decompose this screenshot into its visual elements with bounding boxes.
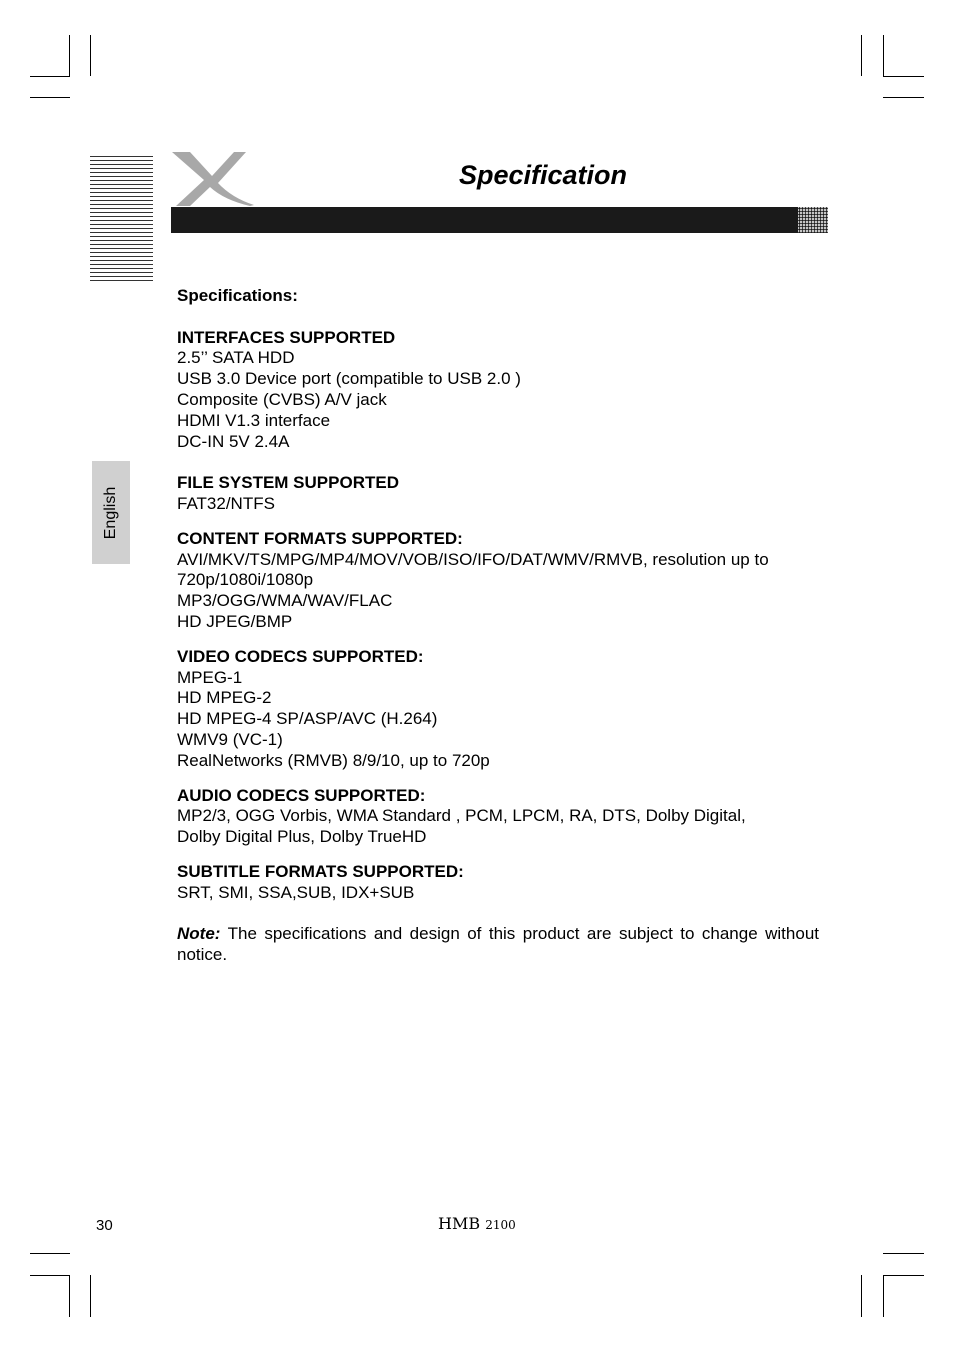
header-bar (171, 207, 798, 233)
spec-line: HD MPEG-4 SP/ASP/AVC (H.264) (177, 709, 438, 729)
model-name (438, 1214, 516, 1233)
crop-mark (69, 1275, 70, 1317)
spec-intro: Specifications: (177, 286, 298, 305)
note-label: Note: (177, 924, 221, 944)
header-bar-dots (798, 207, 828, 233)
note-text: The specifications and design of this product are subject to change without notice. (177, 924, 819, 965)
model-name-text: HMB (438, 1214, 481, 1233)
note-paragraph (177, 924, 819, 966)
crop-mark (30, 97, 70, 98)
section-title: FILE SYSTEM SUPPORTED (177, 473, 399, 493)
language-tab-label: English (102, 486, 119, 539)
spec-line: DC-IN 5V 2.4A (177, 431, 290, 451)
section-title: CONTENT FORMATS SUPPORTED: (177, 528, 463, 548)
section-title: VIDEO CODECS SUPPORTED: (177, 646, 424, 666)
spec-line: HD MPEG-2 (177, 688, 272, 708)
spec-content (177, 286, 819, 966)
page-number: 30 (96, 1217, 113, 1234)
crop-mark (883, 97, 924, 98)
crop-mark (883, 1275, 924, 1276)
spec-line: HDMI V1.3 interface (177, 410, 331, 430)
language-tab (92, 461, 130, 564)
brand-logo-icon (168, 150, 258, 208)
section-title: AUDIO CODECS SUPPORTED: (177, 785, 426, 805)
page-title: Specification (459, 160, 628, 190)
spec-line: MP2/3, OGG Vorbis, WMA Standard , PCM, LPCM, RA, DTS, Dolby Digital, (177, 806, 746, 826)
model-number: 2100 (485, 1218, 516, 1232)
crop-mark (883, 1275, 884, 1317)
crop-mark (861, 35, 862, 76)
crop-mark (69, 35, 70, 76)
crop-mark (30, 1253, 70, 1254)
spec-line: MPEG-1 (177, 667, 243, 687)
spec-line: 2.5’’ SATA HDD (177, 348, 295, 368)
spec-line: MP3/OGG/WMA/WAV/FLAC (177, 591, 393, 611)
crop-mark (30, 1275, 70, 1276)
spec-line: HD JPEG/BMP (177, 611, 293, 631)
spec-line: FAT32/NTFS (177, 493, 275, 513)
spec-line: WMV9 (VC-1) (177, 729, 283, 749)
crop-mark (90, 1275, 91, 1317)
spec-line: Composite (CVBS) A/V jack (177, 389, 387, 409)
spec-line: Dolby Digital Plus, Dolby TrueHD (177, 827, 427, 847)
crop-mark (861, 1275, 862, 1317)
section-title: SUBTITLE FORMATS SUPPORTED: (177, 861, 464, 881)
crop-mark (90, 35, 91, 76)
decorative-stripes (90, 156, 153, 284)
spec-line: USB 3.0 Device port (compatible to USB 2.0 ) (177, 369, 521, 389)
crop-mark (30, 76, 70, 77)
spec-line: SRT, SMI, SSA,SUB, IDX+SUB (177, 882, 415, 902)
crop-mark (883, 1253, 924, 1254)
spec-line: 720p/1080i/1080p (177, 570, 314, 590)
section-title: INTERFACES SUPPORTED (177, 327, 396, 347)
crop-mark (883, 76, 924, 77)
spec-line: AVI/MKV/TS/MPG/MP4/MOV/VOB/ISO/IFO/DAT/WMV/RMVB, resolution up to (177, 549, 769, 569)
crop-mark (883, 35, 884, 76)
spec-line: RealNetworks (RMVB) 8/9/10, up to 720p (177, 750, 490, 770)
